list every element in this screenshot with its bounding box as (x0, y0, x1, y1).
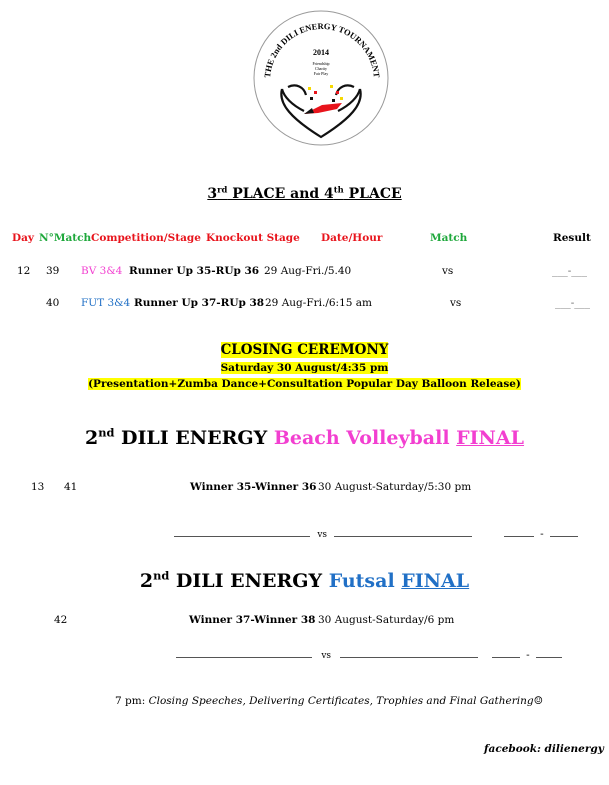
closing-title: CLOSING CEREMONY (220, 342, 389, 358)
cell-match: vs (450, 297, 462, 309)
cell-competition: BV 3&4 (81, 265, 123, 277)
heading-sport: Futsal (328, 570, 395, 592)
title-part: 3 (207, 186, 218, 202)
bv-day: 13 (31, 481, 45, 493)
score-b-blank (536, 656, 562, 658)
logo-arc-text: THE 2nd DILI ENERGY TOURNAMENT (262, 20, 382, 79)
heading-final: FINAL (401, 570, 470, 592)
heading-part: DILI ENERGY (169, 570, 329, 592)
closing-note-time: 7 pm: (115, 695, 146, 707)
header-match-no: N°Match (39, 232, 92, 244)
tournament-logo (252, 9, 390, 147)
score-b-blank (550, 535, 578, 537)
score-a-blank (504, 535, 534, 537)
heading-sup: nd (153, 568, 170, 583)
score-dash: - (540, 528, 544, 540)
heading-part: DILI ENERGY (114, 427, 274, 449)
cell-result: ___-___ (552, 265, 588, 277)
team-b-blank (340, 656, 478, 658)
vs-label: vs (317, 530, 328, 540)
cell-match-no: 39 (46, 265, 60, 277)
futsal-final-heading (0, 570, 609, 592)
cell-competition: FUT 3&4 (81, 297, 131, 309)
bv-date: 30 August-Saturday/5:30 pm (318, 481, 472, 493)
cell-match-no: 40 (46, 297, 60, 309)
header-result: Result (553, 232, 591, 244)
section-title (0, 186, 609, 202)
header-competition: Competition/Stage (91, 232, 201, 244)
cell-date: 29 Aug-Fri./5.40 (264, 265, 352, 277)
closing-date: Saturday 30 August/4:35 pm (220, 362, 389, 374)
header-match: Match (430, 232, 468, 244)
header-knockout: Knockout Stage (206, 232, 300, 244)
cell-day: 12 (17, 265, 31, 277)
header-date: Date/Hour (321, 232, 383, 244)
closing-program: (Presentation+Zumba Dance+Consultation Popular Day Balloon Release) (88, 378, 521, 390)
cell-date: 29 Aug-Fri./6:15 am (265, 297, 372, 309)
logo-year: 2014 (313, 48, 329, 57)
cell-match: vs (442, 265, 454, 277)
team-a-blank (176, 656, 312, 658)
heading-part: 2 (139, 570, 154, 592)
futsal-match-no: 42 (54, 614, 68, 626)
cell-knockout: Runner Up 35-RUp 36 (129, 265, 260, 277)
futsal-date: 30 August-Saturday/6 pm (318, 614, 455, 626)
closing-note (115, 695, 543, 707)
logo-value-2: Charity (315, 66, 327, 71)
title-sup: rd (217, 184, 228, 195)
vs-label: vs (321, 651, 332, 661)
cell-result: ___-___ (555, 297, 591, 309)
smiley-icon: ☺ (533, 695, 543, 707)
title-part: PLACE and 4 (227, 186, 334, 202)
facebook-handle: facebook: dilienergy (484, 743, 604, 755)
header-day: Day (12, 232, 35, 244)
team-b-blank (334, 535, 472, 537)
score-a-blank (492, 656, 520, 658)
heading-sport: Beach Volleyball (273, 427, 450, 449)
title-part: PLACE (343, 186, 402, 202)
team-a-blank (174, 535, 310, 537)
futsal-knockout: Winner 37-Winner 38 (189, 614, 316, 626)
cell-knockout: Runner Up 37-RUp 38 (134, 297, 265, 309)
logo-value-3: Fair Play (313, 71, 329, 76)
heading-part: 2 (84, 427, 99, 449)
bv-match-no: 41 (64, 481, 78, 493)
heading-sup: nd (98, 425, 115, 440)
bv-final-heading (0, 427, 609, 449)
logo-graphic (252, 9, 390, 147)
title-sup: th (333, 184, 344, 195)
futsal-result-line (176, 649, 562, 661)
logo-value-1: Friendship (312, 61, 330, 66)
bv-result-line (174, 528, 578, 540)
closing-note-text: Closing Speeches, Delivering Certificates, Trophies and Final Gathering (148, 695, 534, 707)
heading-final: FINAL (456, 427, 525, 449)
score-dash: - (526, 649, 530, 661)
bv-knockout: Winner 35-Winner 36 (190, 481, 317, 493)
